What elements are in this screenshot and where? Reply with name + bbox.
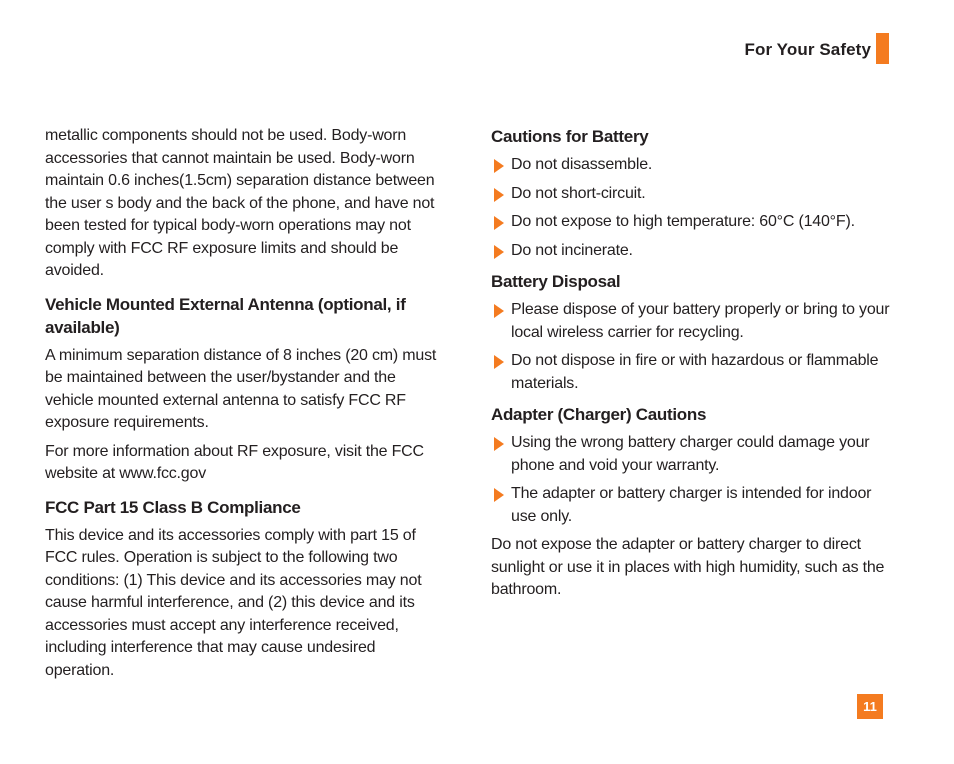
list-item-text: Using the wrong battery charger could damage your phone and void your warranty. xyxy=(511,434,870,474)
section-title: For Your Safety xyxy=(744,40,871,59)
bullet-arrow-icon xyxy=(494,245,504,259)
bullet-arrow-icon xyxy=(494,488,504,502)
list-item xyxy=(491,350,893,395)
bullet-arrow-icon xyxy=(494,159,504,173)
list-item-text: Do not short-circuit. xyxy=(511,184,646,202)
list-item xyxy=(491,299,893,344)
bullet-arrow-icon xyxy=(494,304,504,318)
battery-cautions-heading: Cautions for Battery xyxy=(491,127,649,146)
list-item xyxy=(491,183,893,206)
bullet-arrow-icon xyxy=(494,355,504,369)
rf-exposure-info-paragraph: For more information about RF exposure, visit the FCC website at www.fcc.gov xyxy=(45,442,424,482)
vehicle-antenna-heading: Vehicle Mounted External Antenna (optional, if available) xyxy=(45,294,406,337)
list-item-text: Do not expose to high temperature: 60°C (140°F). xyxy=(511,213,855,230)
list-item xyxy=(491,211,893,234)
header-accent-bar xyxy=(876,33,889,64)
right-column xyxy=(491,125,893,608)
bullet-arrow-icon xyxy=(494,216,504,230)
fcc-compliance-paragraph: This device and its accessories comply with part 15 of FCC rules. Operation is subject to the following two conditions: (1) This device and its accessories may not cause harmful interference, and (2) this device and its accessories must accept any interference received, including interference that may cause undesired operation. xyxy=(45,526,422,679)
page-number-badge: 11 xyxy=(857,694,883,719)
bullet-arrow-icon xyxy=(494,188,504,202)
adapter-closing-paragraph: Do not expose the adapter or battery charger to direct sunlight or use it in places with high humidity, such as the bathroom. xyxy=(491,536,885,598)
left-column xyxy=(45,125,447,688)
list-item xyxy=(491,483,893,528)
intro-paragraph: metallic components should not be used. Body-worn accessories that cannot maintain be used. Body-worn maintain 0.6 inches(1.5cm) separation distance between the user s body and the back of the phone, and have not been tested for typical body-worn operations may not comply with FCC RF exposure limits and should be avoided. xyxy=(45,127,435,279)
list-item-text: Do not dispose in fire or with hazardous or flammable materials. xyxy=(511,352,879,392)
vehicle-antenna-paragraph: A minimum separation distance of 8 inches (20 cm) must be maintained between the user/bystander and the vehicle mounted external antenna to satisfy FCC RF exposure requirements. xyxy=(45,346,437,431)
list-item-text: Do not disassemble. xyxy=(511,156,653,173)
list-item-text: The adapter or battery charger is intended for indoor use only. xyxy=(511,485,872,525)
list-item xyxy=(491,432,893,477)
bullet-arrow-icon xyxy=(494,437,504,451)
fcc-compliance-heading: FCC Part 15 Class B Compliance xyxy=(45,497,301,517)
list-item-text: Please dispose of your battery properly or bring to your local wireless carrier for recycling. xyxy=(511,301,890,341)
adapter-cautions-heading: Adapter (Charger) Cautions xyxy=(491,405,707,424)
list-item-text: Do not incinerate. xyxy=(511,241,633,259)
list-item xyxy=(491,154,893,177)
battery-disposal-heading: Battery Disposal xyxy=(491,272,621,291)
list-item xyxy=(491,240,893,263)
